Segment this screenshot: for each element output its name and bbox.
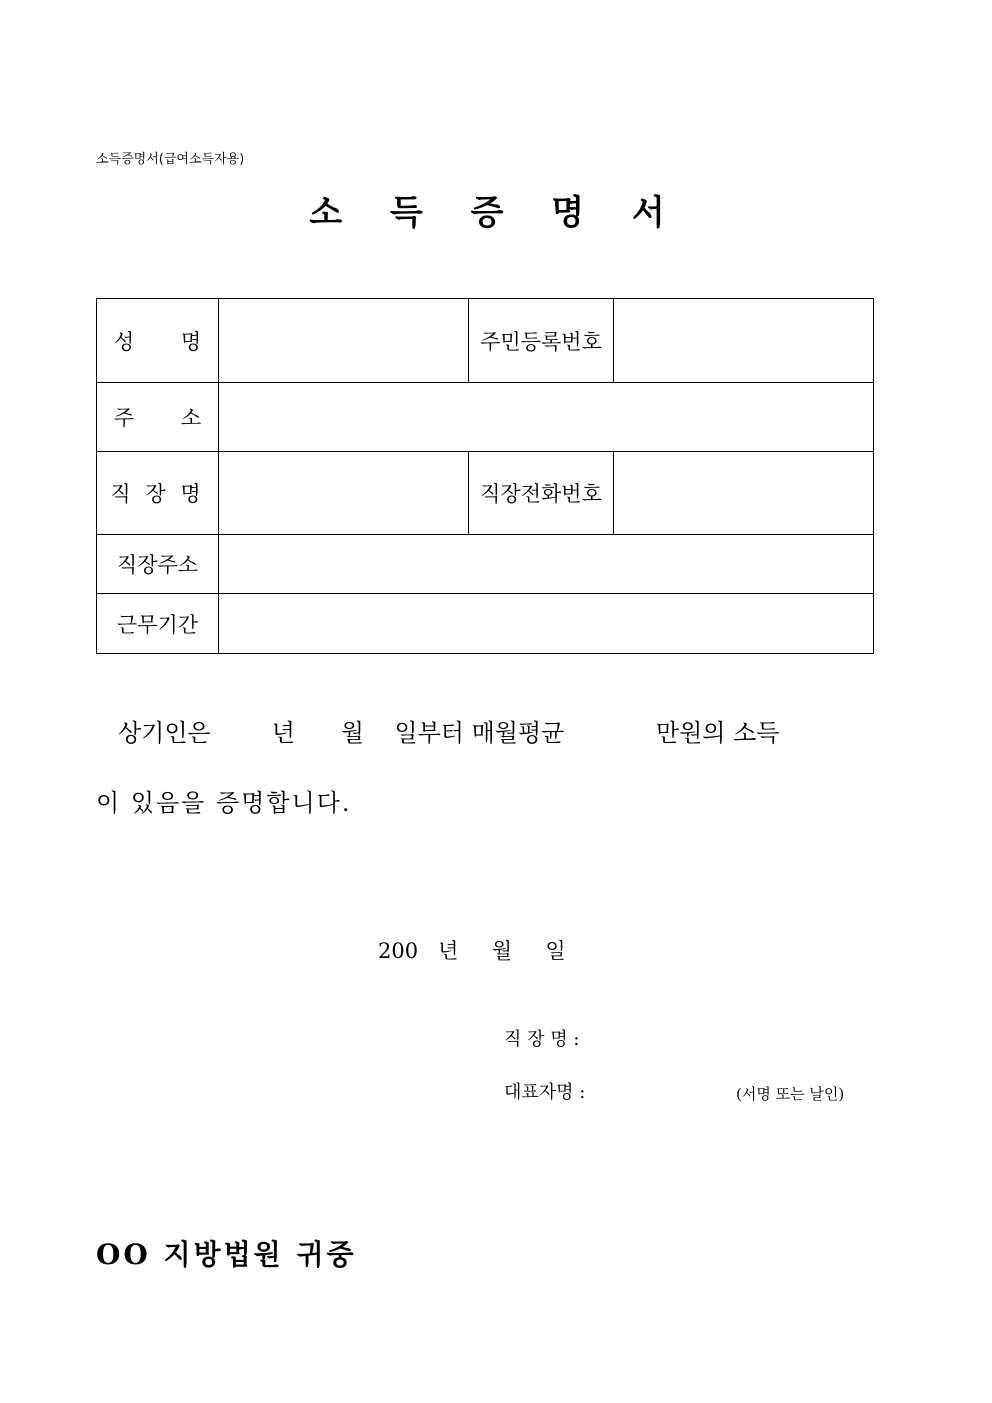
signature-workplace: 직 장 명 : [504, 1029, 580, 1050]
table-row [97, 383, 874, 452]
work-phone-label: 직장전화번호 [469, 452, 614, 535]
table-row [97, 535, 874, 594]
name-label [97, 299, 219, 383]
issue-date: 200 년 월 일 [378, 939, 566, 963]
document-form-note: 소득증명서(급여소득자용) [96, 152, 245, 167]
workplace-field[interactable] [219, 452, 469, 535]
workplace-label: 직 장 명 [97, 452, 219, 535]
resident-no-label: 주민등록번호 [469, 299, 614, 383]
name-field[interactable] [219, 299, 469, 383]
address-field[interactable] [219, 383, 874, 452]
statement-line-2: 이 있음을 증명합니다. [96, 789, 352, 817]
table-row [97, 299, 874, 383]
table-row [97, 594, 874, 654]
info-table [96, 298, 874, 654]
address-label [97, 383, 219, 452]
document-title: 소 득 증 명 서 [309, 193, 683, 233]
work-address-field[interactable] [219, 535, 874, 594]
work-phone-field[interactable] [614, 452, 874, 535]
sign-or-seal-note: (서명 또는 날인) [736, 1085, 845, 1103]
table-row [97, 452, 874, 535]
work-period-label: 근무기간 [97, 594, 219, 654]
name-label-text: 성 명 [113, 329, 202, 354]
statement-line-1: 상기인은 년 월 일부터 매월평균 만원의 소득 [118, 719, 780, 747]
work-period-field[interactable] [219, 594, 874, 654]
work-address-label: 직장주소 [97, 535, 219, 594]
signature-representative: 대표자명 : [504, 1082, 586, 1103]
address-label-text: 주 소 [113, 406, 202, 430]
addressee: OO 지방법원 귀중 [96, 1238, 357, 1271]
resident-no-field[interactable] [614, 299, 874, 383]
